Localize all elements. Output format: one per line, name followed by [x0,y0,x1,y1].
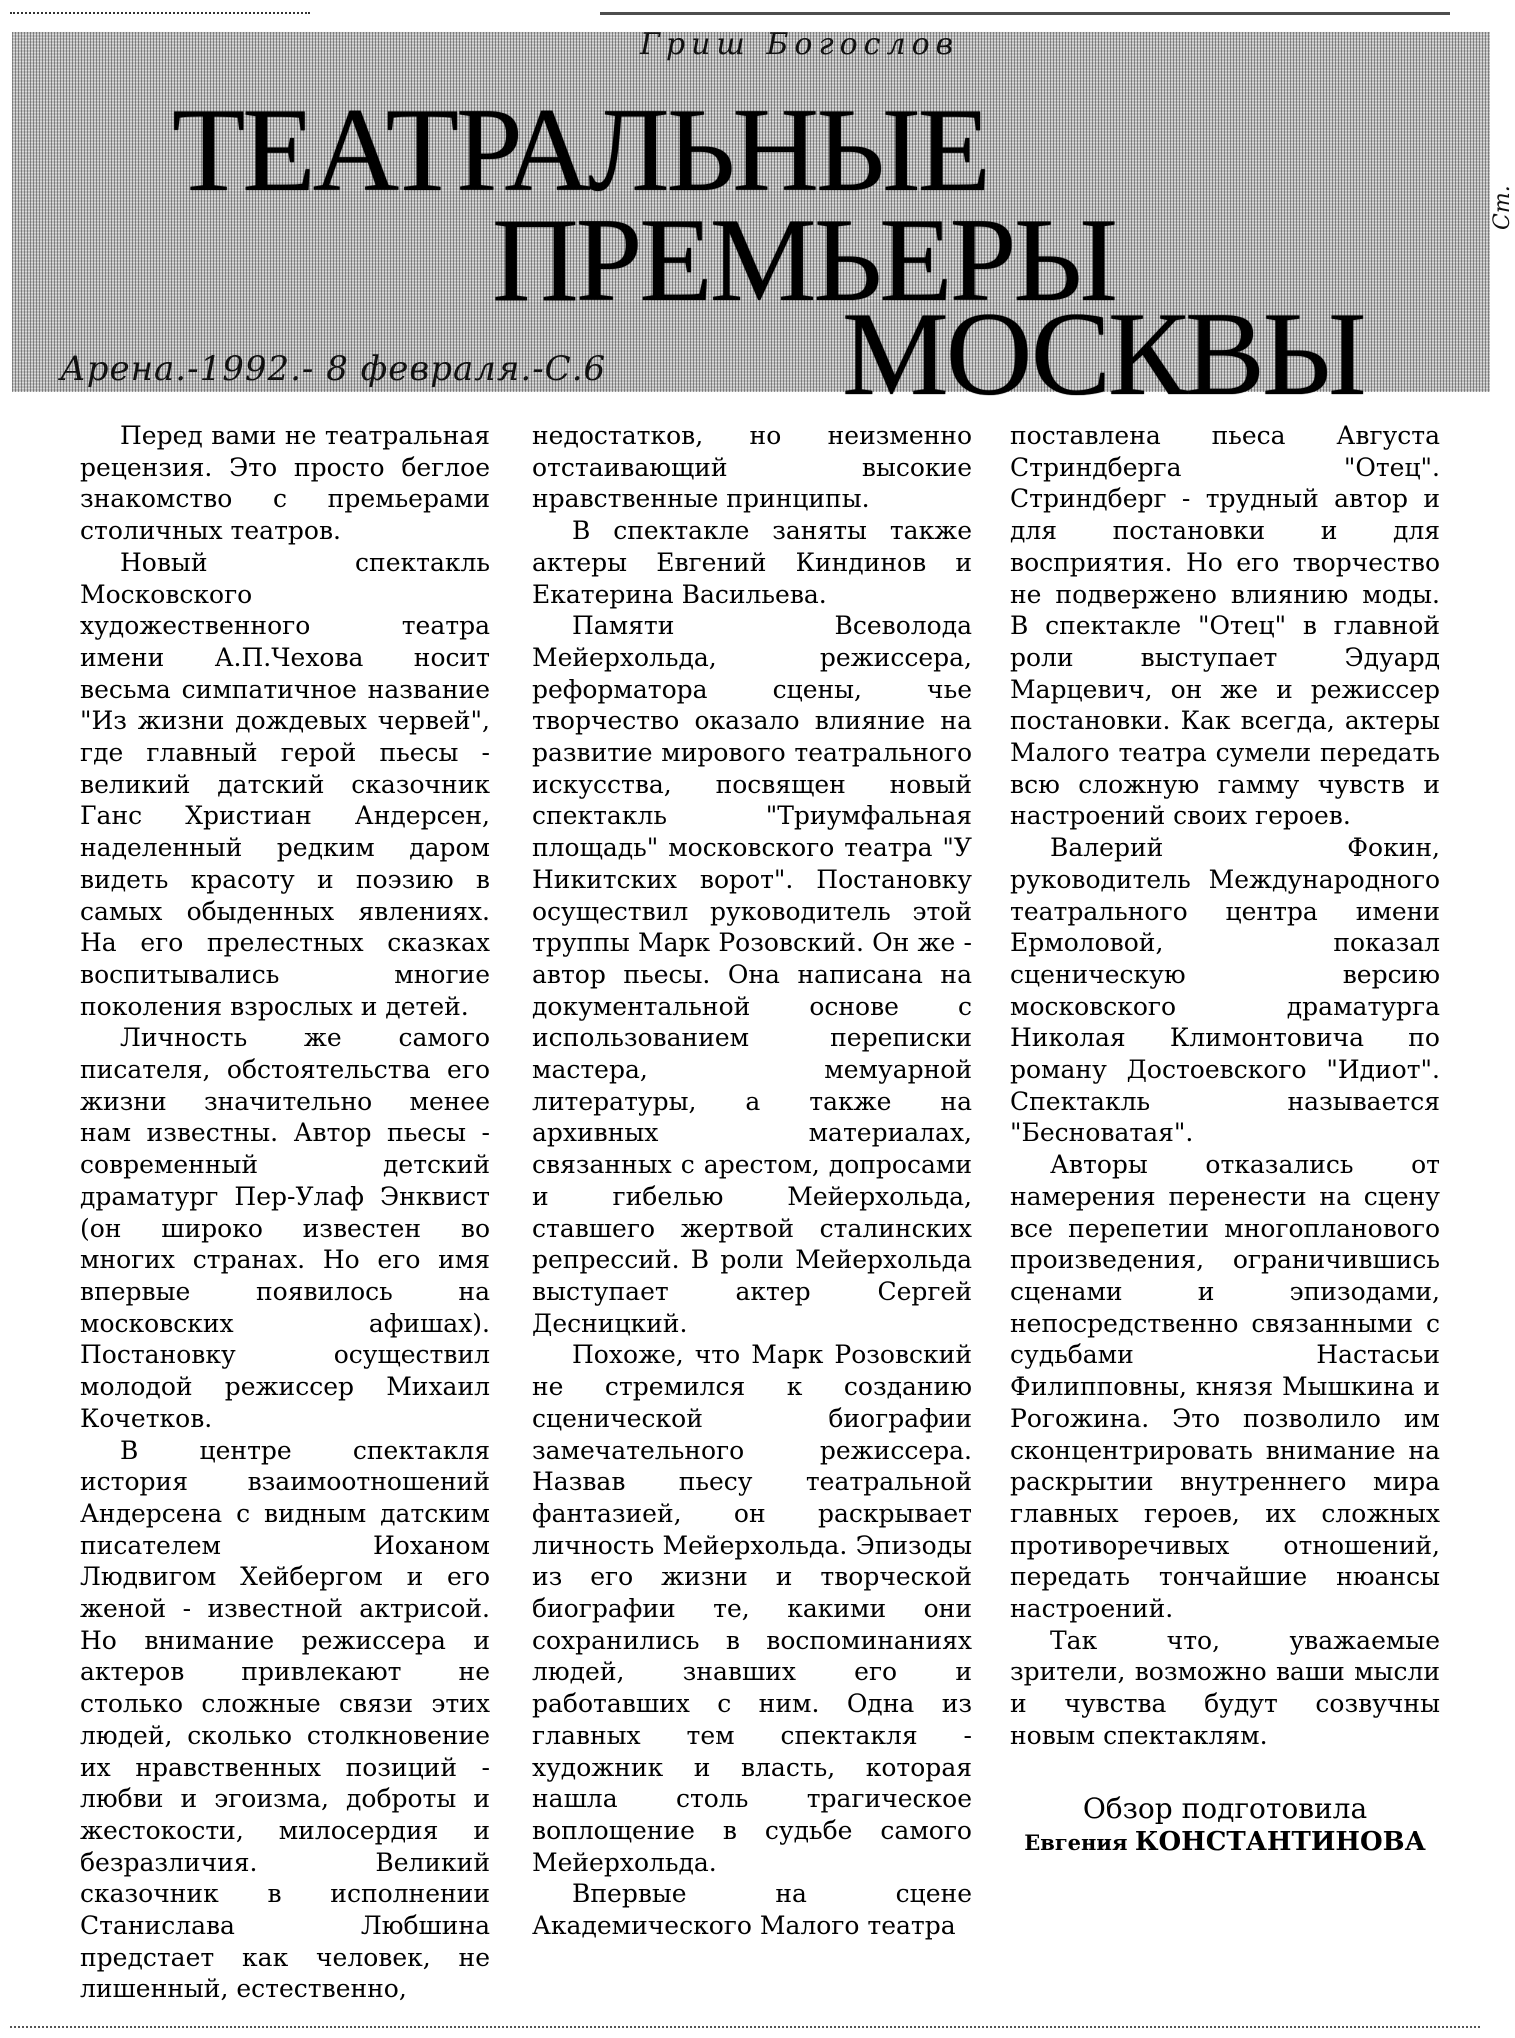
headline-line-2: ПРЕМЬЕРЫ [492,193,1115,326]
author-first-name: Евгения [1024,1829,1128,1855]
paragraph-continuation: поставлена пьеса Августа Стриндберга "Отец". Стриндберг - трудный автор и для постановки и для восприятия. Но его творчество не подвержено влиянию моды. В спектакле "Отец" в главной роли выступает Эдуард Марцевич, он же и режиссер постановки. Как всегда, актеры Малого театра сумели передать всю сложную гамму чувств и настроений своих героев. [1010,421,1440,831]
byline-label: Обзор подготовила [1082,1791,1368,1825]
byline-author [1010,1826,1440,1859]
handwritten-top-note: Гриш Богослов [640,27,960,62]
article-column-3 [1010,420,1440,2000]
byline [1010,1792,1440,1859]
article-column-2 [532,420,972,2000]
paragraph: Новый спектакль Московского художественного театра имени А.П.Чехова носит весьма симпатичное название "Из жизни дождевых червей", где главный герой пьесы - великий датский сказочник Ганс Христиан Андерсен, наделенный редким даром видеть красоту и поэзию в самых обыденных явлениях. На его прелестных сказках воспитывались многие поколения взрослых и детей. [80,547,490,1021]
paragraph: Личность же самого писателя, обстоятельства его жизни значительно менее нам известны. Автор пьесы - современный детский драматург Пер-Улаф Энквист (он широко известен во многих странах. Но его имя впервые появилось на московских афишах). Постановку осуществил молодой режиссер Михаил Кочетков. [80,1023,490,1433]
article-column-1 [80,420,490,2004]
article-body [80,420,1460,2004]
handwritten-side-note: Ст. [1490,185,1515,230]
paragraph: Памяти Всеволода Мейерхольда, режиссера, реформатора сцены, чье творчество оказало влияние на развитие мирового театрального искусства, посвящен новый спектакль "Триумфальная площадь" московского театра "У Никитских ворот". Постановку осуществил руководитель этой труппы Марк Розовский. Он же - автор пьесы. Она написана на документальной основе с использованием переписки мастера, мемуарной литературы, а также на архивных материалах, связанных с арестом, допросами и гибелью Мейерхольда, ставшего жертвой сталинских репрессий. В роли Мейерхольда выступает актер Сергей Десницкий. [532,611,972,1338]
headline-banner [12,27,1490,420]
paragraph: Авторы отказались от намерения перенести на сцену все перепетии многопланового произведения, ограничившись сценами и эпизодами, непосредственно связанными с судьбами Настасьи Филипповны, князя Мышкина и Рогожина. Это позволило им сконцентрировать внимание на раскрытии внутреннего мира главных героев, их сложных противоречивых отношений, передать тончайшие нюансы настроений. [1010,1150,1440,1624]
paragraph: В центре спектакля история взаимоотношений Андерсена с видным датским писателем Иоханом Людвигом Хейбергом и его женой - известной актрисой. Но внимание режиссера и актеров привлекают не столько сложные связи этих людей, сколько столкновение их нравственных позиций - любви и эгоизма, доброты и жестокости, милосердия и безразличия. Великий сказочник в исполнении Станислава Любшина предстает как человек, не лишенный, естественно, [80,1435,490,2004]
paragraph: Валерий Фокин, руководитель Международного театрального центра имени Ермоловой, показал сценическую версию московского драматурга Николая Климонтовича по роману Достоевского "Идиот". Спектакль называется "Бесноватая". [1010,833,1440,1148]
paragraph: Перед вами не театральная рецензия. Это просто беглое знакомство с премьерами столичных театров. [80,421,490,546]
paragraph-continuation: недостатков, но неизменно отстаивающий высокие нравственные принципы. [532,421,972,514]
top-rule [600,12,1450,15]
headline-line-3: МОСКВЫ [842,287,1364,420]
author-last-name: КОНСТАНТИНОВА [1134,1826,1426,1857]
paragraph: Впервые на сцене Академического Малого театра [532,1879,972,1941]
bottom-rule [10,2026,1480,2028]
handwritten-citation: Арена.-1992.- 8 февраля.-С.6 [60,349,607,389]
headline-line-1: ТЕАТРАЛЬНЫЕ [172,83,988,216]
top-speckle-line [10,12,310,16]
paragraph: Похоже, что Марк Розовский не стремился к созданию сценической биографии замечательного режиссера. Назвав пьесу театральной фантазией, он раскрывает личность Мейерхольда. Эпизоды из его жизни и творческой биографии те, какими они сохранились в воспоминаниях людей, знавших его и работавших с ним. Одна из главных тем спектакля - художник и власть, которая нашла столь трагическое воплощение в судьбе самого Мейерхольда. [532,1340,972,1877]
paragraph: Так что, уважаемые зрители, возможно ваши мысли и чувства будут созвучны новым спектаклям. [1010,1625,1440,1750]
paragraph: В спектакле заняты также актеры Евгений Киндинов и Екатерина Васильева. [532,516,972,609]
